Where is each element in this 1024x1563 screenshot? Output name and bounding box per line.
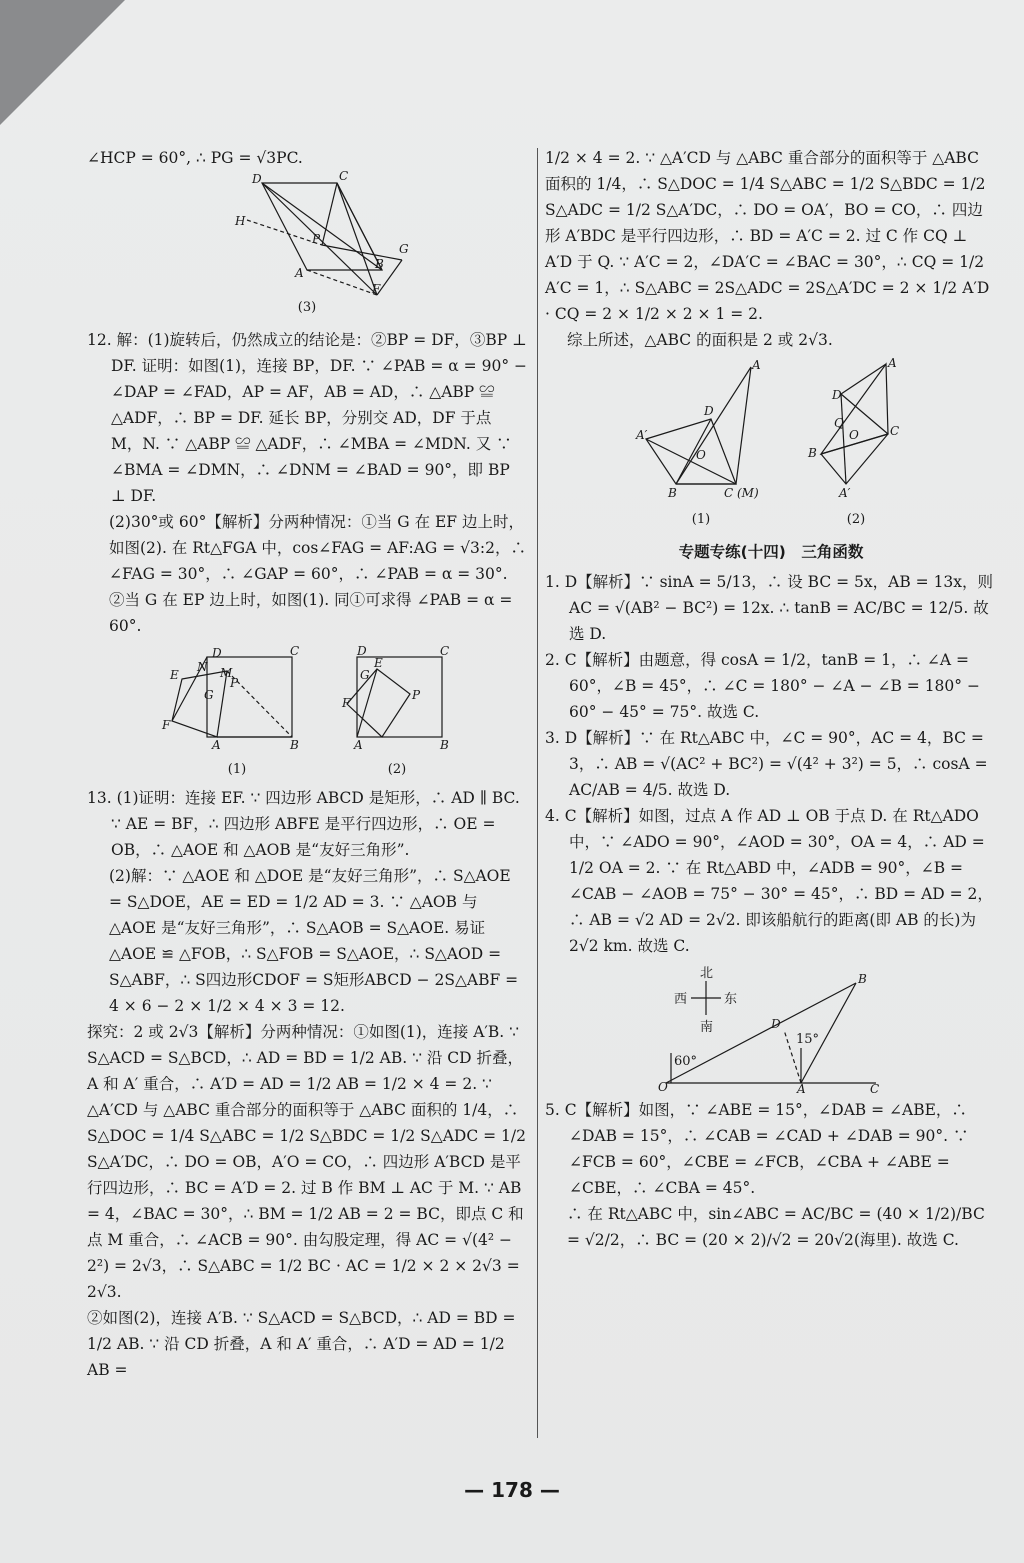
continued-text: 1/2 × 4 = 2. ∵ △A′CD 与 △ABC 重合部分的面积等于 △ABC 面积的 1/4，∴ S△DOC = 1/4 S△ABC = 1/2 S△BDC = 1/2 S△ADC = 1/2 S△A′DC，∴ DO = OA′，BO = CO，∴ 四边形 A′BDC 是平行四边形，∴ BD = A′C = 2. 过 C 作 CQ ⊥ A′D 于 Q. ∵ A′C = 2，∠DA′C = ∠BAC = 30°，∴ CQ = 1/2 A′C = 1，∴ S△ABC = 2S△ADC = 2S△A′DC = 2 × 1/2 A′D · CQ = 2 × 1/2 × 2 × 1 = 2.: [545, 149, 990, 323]
column-divider: [537, 148, 538, 1438]
label-E: E: [374, 656, 383, 670]
figure-pair-12: [87, 644, 527, 783]
answer-12-part2b: ②当 G 在 EP 边上时，如图(1). 同①可求得 ∠PAB = α = 60°.: [109, 591, 513, 635]
label-C-M: C (M): [724, 486, 759, 500]
label-B: B: [858, 972, 867, 986]
label-B: B: [375, 257, 384, 271]
figure-caption: (1): [691, 512, 711, 527]
label-C: C: [339, 169, 349, 183]
label-E: E: [170, 668, 179, 682]
label-G: G: [360, 668, 370, 682]
answer-1: 1. D【解析】∵ sinA = 5/13，∴ 设 BC = 5x，AB = 13x，则 AC = √(AB² − BC²) = 12x. ∴ tanB = AC/BC = 12/5. 故选 D.: [545, 573, 994, 643]
explore-part1: 探究：2 或 2√3【解析】分两种情况：①如图(1)，连接 A′B. ∵ S△ACD = S△BCD，∴ AD = BD = 1/2 AB. ∵ 沿 CD 折叠，A 和 A′ 重合，∴ A′D = AD = 1/2 AB = 1/2 × 4 = 2. ∵ △A′CD 与 △ABC 重合部分的面积等于 △ABC 面积的 1/4，∴ S△DOC = 1/4 S△ABC = 1/2 S△BDC = 1/2 S△ADC = 1/2 S△A′DC，∴ DO = OB，A′O = CO，∴ 四边形 A′BCD 是平行四边形，∴ BC = A′D = 2. 过 B 作 BM ⊥ AC 于 M. ∵ AB = 4，∠BAC = 30°，∴ BM = 1/2 AB = 2 = BC，即点 C 和点 M 重合，∴ ∠ACB = 90°. 由勾股定理，得 AC = √(4² − 2²) = 2√3，∴ S△ABC = 1/2 BC · AC = 1/2 × 2 × 2√3 = 2√3.: [87, 1023, 526, 1301]
label-F: F: [342, 696, 351, 710]
label-C: C: [290, 644, 300, 658]
label-D: D: [832, 388, 842, 402]
page-corner-fold: [0, 0, 125, 125]
text-line: ∠HCP = 60°, ∴ PG = √3PC.: [87, 149, 303, 167]
answer-13: 13. (1)证明：连接 EF. ∵ 四边形 ABCD 是矩形，∴ AD ∥ BC. ∵ AE = BF，∴ 四边形 ABFE 是平行四边形，∴ OE = OB，∴ △AOE 和 △AOB 是“友好三角形”.: [87, 789, 520, 859]
summary-text: 综上所述，△ABC 的面积是 2 或 2√3.: [567, 331, 833, 349]
figure-parallelogram-3: [207, 169, 409, 296]
label-D: D: [704, 404, 714, 418]
label-D: D: [771, 1017, 781, 1031]
figure-caption: (1): [227, 762, 247, 777]
answer-2: 2. C【解析】由题意，得 cosA = 1/2，tanB = 1，∴ ∠A = 60°，∠B = 45°，∴ ∠C = 180° − ∠A − ∠B = 180° − 60° − 45° = 75°. 故选 C.: [545, 651, 980, 721]
label-C: C: [890, 424, 900, 438]
label-south: 南: [700, 1020, 714, 1035]
label-F: F: [372, 282, 381, 296]
figure-pair-triangles: [545, 356, 997, 533]
figure-triangle-1: [636, 359, 766, 499]
label-B: B: [290, 738, 299, 752]
page-number: — 178 —: [464, 1478, 560, 1502]
label-H: H: [235, 214, 246, 228]
label-P: P: [312, 232, 321, 246]
label-B: B: [668, 486, 677, 500]
label-A: A: [752, 358, 761, 372]
left-column: [87, 145, 527, 1383]
label-D: D: [212, 646, 222, 660]
answer-5-cont: ∴ 在 Rt△ABC 中，sin∠ABC = AC/BC = (40 × 1/2)/BC = √2/2，∴ BC = (20 × 2)/√2 = 20√2(海里). 故选 C.: [567, 1205, 985, 1249]
figure-square-2: [342, 644, 452, 752]
explore-part2: ②如图(2)，连接 A′B. ∵ S△ACD = S△BCD，∴ AD = BD = 1/2 AB. ∵ 沿 CD 折叠，A 和 A′ 重合，∴ A′D = AD = 1/2 AB =: [87, 1309, 516, 1379]
label-north: 北: [700, 966, 714, 981]
label-A: A: [354, 738, 363, 752]
figure-caption: (3): [297, 300, 317, 315]
label-M: M: [220, 666, 233, 680]
answer-13-part2: (2)解：∵ △AOE 和 △DOE 是“友好三角形”，∴ S△AOE = S△DOE，AE = ED = 1/2 AD = 3. ∵ △AOB 与 △AOE 是“友好三角形”，∴ S△AOB = S△AOE. 易证 △AOE ≌ △FOB，∴ S△FOB = S△AOE，∴ S△AOD = S△ABF，∴ S四边形CDOF = S矩形ABCD − 2S△ABF = 4 × 6 − 2 × 1/2 × 4 × 3 = 12.: [109, 867, 519, 1015]
label-F: F: [162, 718, 171, 732]
label-angle-15: 15°: [796, 1032, 820, 1047]
answer-5: 5. C【解析】如图，∵ ∠ABE = 15°，∠DAB = ∠ABE，∴ ∠DAB = 15°，∴ ∠CAB = ∠CAD + ∠DAB = 90°. ∵ ∠FCB = 60°，∠CBE = ∠FCB，∠CBA + ∠ABE = ∠CBE，∴ ∠CBA = 45°.: [545, 1101, 969, 1197]
figure-caption: (2): [846, 512, 866, 527]
label-A: A: [888, 356, 897, 370]
label-west: 西: [674, 992, 688, 1007]
label-C: C: [440, 644, 450, 658]
figure-square-1: [162, 644, 312, 752]
label-P: P: [412, 688, 421, 702]
label-D: D: [252, 172, 262, 186]
label-N: N: [197, 660, 208, 674]
label-O: O: [696, 448, 706, 462]
figure-navigation: [656, 963, 886, 1096]
label-angle-60: 60°: [674, 1054, 698, 1069]
answer-3: 3. D【解析】∵ 在 Rt△ABC 中，∠C = 90°，AC = 4，BC = 3，∴ AB = √(AC² + BC²) = √(4² + 3²) = 5，∴ cosA = AC/AB = 4/5. 故选 D.: [545, 729, 988, 799]
label-O: O: [658, 1080, 668, 1094]
label-G: G: [204, 688, 214, 702]
answer-12-part2: (2)30°或 60°【解析】分两种情况：①当 G 在 EF 边上时，如图(2). 在 Rt△FGA 中，cos∠FAG = AF:AG = √3:2，∴ ∠FAG = 30°，∴ ∠GAP = 60°，∴ ∠PAB = α = 30°.: [109, 513, 526, 583]
label-B: B: [808, 446, 817, 460]
label-O: O: [849, 428, 859, 442]
label-A: A: [295, 266, 304, 280]
label-east: 东: [724, 992, 738, 1007]
section-title: 专题专练(十四) 三角函数: [678, 543, 864, 561]
label-A-prime: A′: [636, 428, 648, 442]
label-G: G: [399, 242, 409, 256]
label-A-prime: A′: [839, 486, 851, 500]
label-D: D: [357, 644, 367, 658]
label-Q: Q: [834, 416, 844, 430]
answer-4: 4. C【解析】如图，过点 A 作 AD ⊥ OB 于点 D. 在 Rt△ADO 中，∵ ∠ADO = 90°，∠AOD = 30°，OA = 4，∴ AD = 1/2 OA = 2. ∵ 在 Rt△ABD 中，∠ADB = 90°，∠B = ∠CAB − ∠AOB = 75° − 30° = 45°，∴ BD = AD = 2，∴ AB = √2 AD = 2√2. 即该船航行的距离(即 AB 的长)为 2√2 km. 故选 C.: [545, 807, 993, 955]
answer-12: 12. 解：(1)旋转后，仍然成立的结论是：②BP = DF，③BP ⊥ DF. 证明：如图(1)，连接 BP，DF. ∵ ∠PAB = α = 90° − ∠DAP = ∠FAD，AP = AF，AB = AD，∴ △ABP ≌ △ADF，∴ BP = DF. 延长 BP，分别交 AD，DF 于点 M，N. ∵ △ABP ≌ △ADF，∴ ∠MBA = ∠MDN. 又 ∵ ∠BMA = ∠DMN，∴ ∠DNM = ∠BAD = 90°，即 BP ⊥ DF.: [87, 331, 527, 505]
label-A: A: [797, 1082, 806, 1096]
label-A: A: [212, 738, 221, 752]
figure-triangle-2: [806, 356, 906, 500]
label-P: P: [230, 676, 239, 690]
right-column: [545, 145, 997, 1253]
figure-caption: (2): [387, 762, 407, 777]
label-C: C: [870, 1082, 880, 1096]
label-B: B: [440, 738, 449, 752]
